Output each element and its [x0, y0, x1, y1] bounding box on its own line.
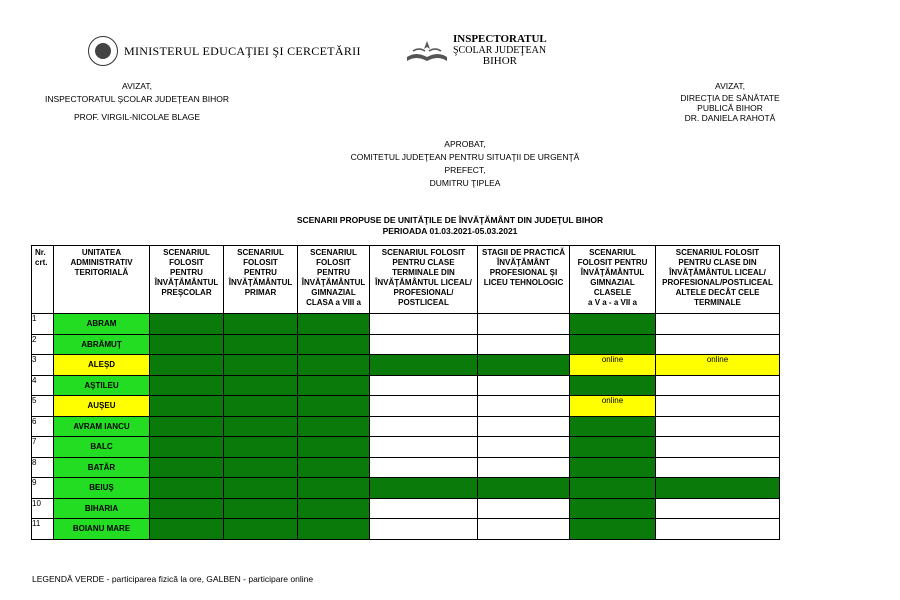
scenario-cell-gimnazial-v-vii: [570, 478, 656, 499]
header-nr: Nr. crt.: [32, 246, 54, 314]
scenarios-table: [31, 245, 780, 540]
scenario-cell-prescolar: [150, 355, 224, 376]
table-row: [32, 334, 780, 355]
scenario-cell-gimnazial-viii: [298, 437, 370, 458]
scenario-cell-terminale: [370, 396, 478, 417]
right-approval-block: [660, 80, 800, 123]
scenario-cell-gimnazial-v-vii: [570, 416, 656, 437]
scenario-cell-terminale: [370, 498, 478, 519]
scenario-cell-primar: [224, 478, 298, 499]
scenario-cell-altele-terminale: [656, 375, 780, 396]
scenario-cell-gimnazial-v-vii: online: [570, 396, 656, 417]
scenario-cell-primar: [224, 498, 298, 519]
scenario-cell-prescolar: [150, 478, 224, 499]
scenario-cell-stagii-practica: [478, 416, 570, 437]
scenario-cell-primar: [224, 355, 298, 376]
row-number: 1: [32, 314, 54, 335]
center-line3: PREFECT,: [444, 165, 486, 175]
table-row: [32, 498, 780, 519]
unit-name: ABRAM: [54, 314, 150, 335]
scenario-cell-altele-terminale: [656, 416, 780, 437]
scenario-cell-primar: [224, 416, 298, 437]
unit-name: AVRAM IANCU: [54, 416, 150, 437]
row-number: 10: [32, 498, 54, 519]
scenario-cell-gimnazial-v-vii: [570, 314, 656, 335]
scenario-cell-altele-terminale: [656, 457, 780, 478]
table-row: [32, 355, 780, 376]
header-gimnazial-v-vii: SCENARIUL FOLOSIT PENTRU ÎNVĂŢĂMÂNTUL GIMNAZIAL CLASELE a V a - a VII a: [570, 246, 656, 314]
scenario-cell-stagii-practica: [478, 457, 570, 478]
scenario-cell-gimnazial-v-vii: [570, 334, 656, 355]
row-number: 4: [32, 375, 54, 396]
table-header-row: [32, 246, 780, 314]
scenario-cell-prescolar: [150, 375, 224, 396]
table-row: [32, 478, 780, 499]
scenario-cell-stagii-practica: [478, 498, 570, 519]
center-line2: COMITETUL JUDEŢEAN PENTRU SITUAŢII DE URGENŢĂ: [350, 152, 580, 162]
table-row: [32, 457, 780, 478]
ministry-name: MINISTERUL EDUCAŢIEI ŞI CERCETĂRII: [124, 43, 361, 58]
scenario-cell-terminale: [370, 437, 478, 458]
scenario-cell-gimnazial-viii: [298, 355, 370, 376]
unit-name: ABRĂMUŢ: [54, 334, 150, 355]
row-number: 11: [32, 519, 54, 540]
title-line2: PERIOADA 01.03.2021-05.03.2021: [382, 226, 518, 236]
scenario-cell-prescolar: [150, 457, 224, 478]
table-row: [32, 314, 780, 335]
scenario-cell-terminale: [370, 355, 478, 376]
scenario-cell-primar: [224, 457, 298, 478]
scenario-cell-gimnazial-viii: [298, 396, 370, 417]
scenario-cell-gimnazial-viii: [298, 457, 370, 478]
unit-name: ALEŞD: [54, 355, 150, 376]
scenario-cell-altele-terminale: [656, 396, 780, 417]
isj-line3: BIHOR: [482, 55, 517, 67]
scenario-cell-gimnazial-viii: [298, 519, 370, 540]
row-number: 5: [32, 396, 54, 417]
scenario-cell-terminale: [370, 314, 478, 335]
header-terminale: SCENARIUL FOLOSIT PENTRU CLASE TERMINALE DIN ÎNVĂŢĂMÂNTUL LICEAL/ PROFESIONAL/ POSTLICEAL: [370, 246, 478, 314]
left-line2: INSPECTORATUL ŞCOLAR JUDEŢEAN BIHOR: [44, 94, 230, 104]
scenario-cell-altele-terminale: online: [656, 355, 780, 376]
scenario-cell-stagii-practica: [478, 334, 570, 355]
header-stagii-practica: STAGII DE PRACTICĂ ÎNVĂŢĂMÂNT PROFESIONAL ŞI LICEU TEHNOLOGIC: [478, 246, 570, 314]
table-row: [32, 519, 780, 540]
unit-name: AUŞEU: [54, 396, 150, 417]
scenario-cell-stagii-practica: [478, 314, 570, 335]
header-unit: UNITATEA ADMINISTRATIV TERITORIALĂ: [54, 246, 150, 314]
left-line3: PROF. VIRGIL-NICOLAE BLAGE: [73, 112, 201, 122]
scenario-cell-terminale: [370, 416, 478, 437]
scenario-cell-prescolar: [150, 437, 224, 458]
scenario-cell-gimnazial-v-vii: [570, 519, 656, 540]
row-number: 2: [32, 334, 54, 355]
scenario-cell-terminale: [370, 519, 478, 540]
scenario-cell-gimnazial-viii: [298, 314, 370, 335]
legend: LEGENDĂ VERDE - participarea fizică la ore, GALBEN - participare online: [32, 574, 314, 584]
scenario-cell-primar: [224, 519, 298, 540]
unit-name: AŞTILEU: [54, 375, 150, 396]
unit-name: BEIUŞ: [54, 478, 150, 499]
coat-of-arms-icon: [88, 36, 118, 66]
ministry-logo: [88, 36, 361, 66]
table-row: [32, 437, 780, 458]
scenario-cell-altele-terminale: [656, 334, 780, 355]
scenario-cell-prescolar: [150, 519, 224, 540]
scenario-cell-gimnazial-viii: [298, 498, 370, 519]
isj-logo: [405, 34, 547, 67]
isj-line1: INSPECTORATUL: [453, 33, 547, 45]
header-primar: SCENARIUL FOLOSIT PENTRU ÎNVĂŢĂMÂNTUL PRIMAR: [224, 246, 298, 314]
scenario-cell-stagii-practica: [478, 478, 570, 499]
center-approval-block: [300, 138, 630, 190]
right-line1: AVIZAT,: [715, 81, 745, 91]
row-number: 9: [32, 478, 54, 499]
unit-name: BIHARIA: [54, 498, 150, 519]
scenario-cell-terminale: [370, 457, 478, 478]
right-line3: PUBLICĂ BIHOR: [697, 103, 763, 113]
scenario-cell-gimnazial-v-vii: [570, 498, 656, 519]
scenario-cell-altele-terminale: [656, 519, 780, 540]
row-number: 8: [32, 457, 54, 478]
title-line1: SCENARII PROPUSE DE UNITĂŢILE DE ÎNVĂŢĂMÂNT DIN JUDEŢUL BIHOR: [296, 215, 604, 225]
scenario-cell-altele-terminale: [656, 478, 780, 499]
open-book-icon: [405, 37, 449, 65]
unit-name: BALC: [54, 437, 150, 458]
scenario-cell-stagii-practica: [478, 519, 570, 540]
right-line4: DR. DANIELA RAHOTĂ: [684, 113, 776, 123]
row-number: 7: [32, 437, 54, 458]
scenario-cell-gimnazial-viii: [298, 334, 370, 355]
header-gimnazial-viii: SCENARIUL FOLOSIT PENTRU ÎNVĂŢĂMÂNTUL GIMNAZIAL CLASA a VIII a: [298, 246, 370, 314]
scenario-cell-prescolar: [150, 334, 224, 355]
center-line1: APROBAT,: [444, 139, 486, 149]
scenario-cell-primar: [224, 396, 298, 417]
unit-name: BATĂR: [54, 457, 150, 478]
isj-line2: ŞCOLAR JUDEŢEAN: [453, 45, 547, 56]
table-row: [32, 396, 780, 417]
row-number: 3: [32, 355, 54, 376]
scenario-cell-stagii-practica: [478, 375, 570, 396]
scenario-cell-gimnazial-viii: [298, 478, 370, 499]
scenario-cell-stagii-practica: [478, 396, 570, 417]
unit-name: BOIANU MARE: [54, 519, 150, 540]
scenario-cell-altele-terminale: [656, 437, 780, 458]
scenario-cell-gimnazial-v-vii: online: [570, 355, 656, 376]
scenario-cell-stagii-practica: [478, 355, 570, 376]
document-title: [200, 215, 700, 237]
right-line2: DIRECŢIA DE SĂNĂTATE: [680, 93, 780, 103]
scenario-cell-altele-terminale: [656, 498, 780, 519]
left-approval-block: [32, 80, 242, 124]
scenario-cell-primar: [224, 375, 298, 396]
left-line1: AVIZAT,: [122, 81, 152, 91]
table-row: [32, 375, 780, 396]
row-number: 6: [32, 416, 54, 437]
table-row: [32, 416, 780, 437]
scenario-cell-prescolar: [150, 396, 224, 417]
scenario-cell-terminale: [370, 375, 478, 396]
scenario-cell-prescolar: [150, 416, 224, 437]
scenario-cell-gimnazial-v-vii: [570, 457, 656, 478]
scenario-cell-gimnazial-viii: [298, 375, 370, 396]
scenario-cell-terminale: [370, 478, 478, 499]
header-altele-terminale: SCENARIUL FOLOSIT PENTRU CLASE DIN ÎNVĂŢĂMÂNTUL LICEAL/ PROFESIONAL/POSTLICEAL ALTELE DECÂT CELE TERMINALE: [656, 246, 780, 314]
scenario-cell-gimnazial-v-vii: [570, 375, 656, 396]
scenario-cell-prescolar: [150, 314, 224, 335]
scenario-cell-prescolar: [150, 498, 224, 519]
scenario-cell-primar: [224, 334, 298, 355]
scenario-cell-altele-terminale: [656, 314, 780, 335]
scenario-cell-primar: [224, 437, 298, 458]
scenario-cell-terminale: [370, 334, 478, 355]
center-line4: DUMITRU ŢIPLEA: [429, 178, 501, 188]
scenario-cell-primar: [224, 314, 298, 335]
scenario-cell-gimnazial-viii: [298, 416, 370, 437]
scenario-cell-stagii-practica: [478, 437, 570, 458]
scenario-cell-gimnazial-v-vii: [570, 437, 656, 458]
header-prescolar: SCENARIUL FOLOSIT PENTRU ÎNVĂŢĂMÂNTUL PREŞCOLAR: [150, 246, 224, 314]
